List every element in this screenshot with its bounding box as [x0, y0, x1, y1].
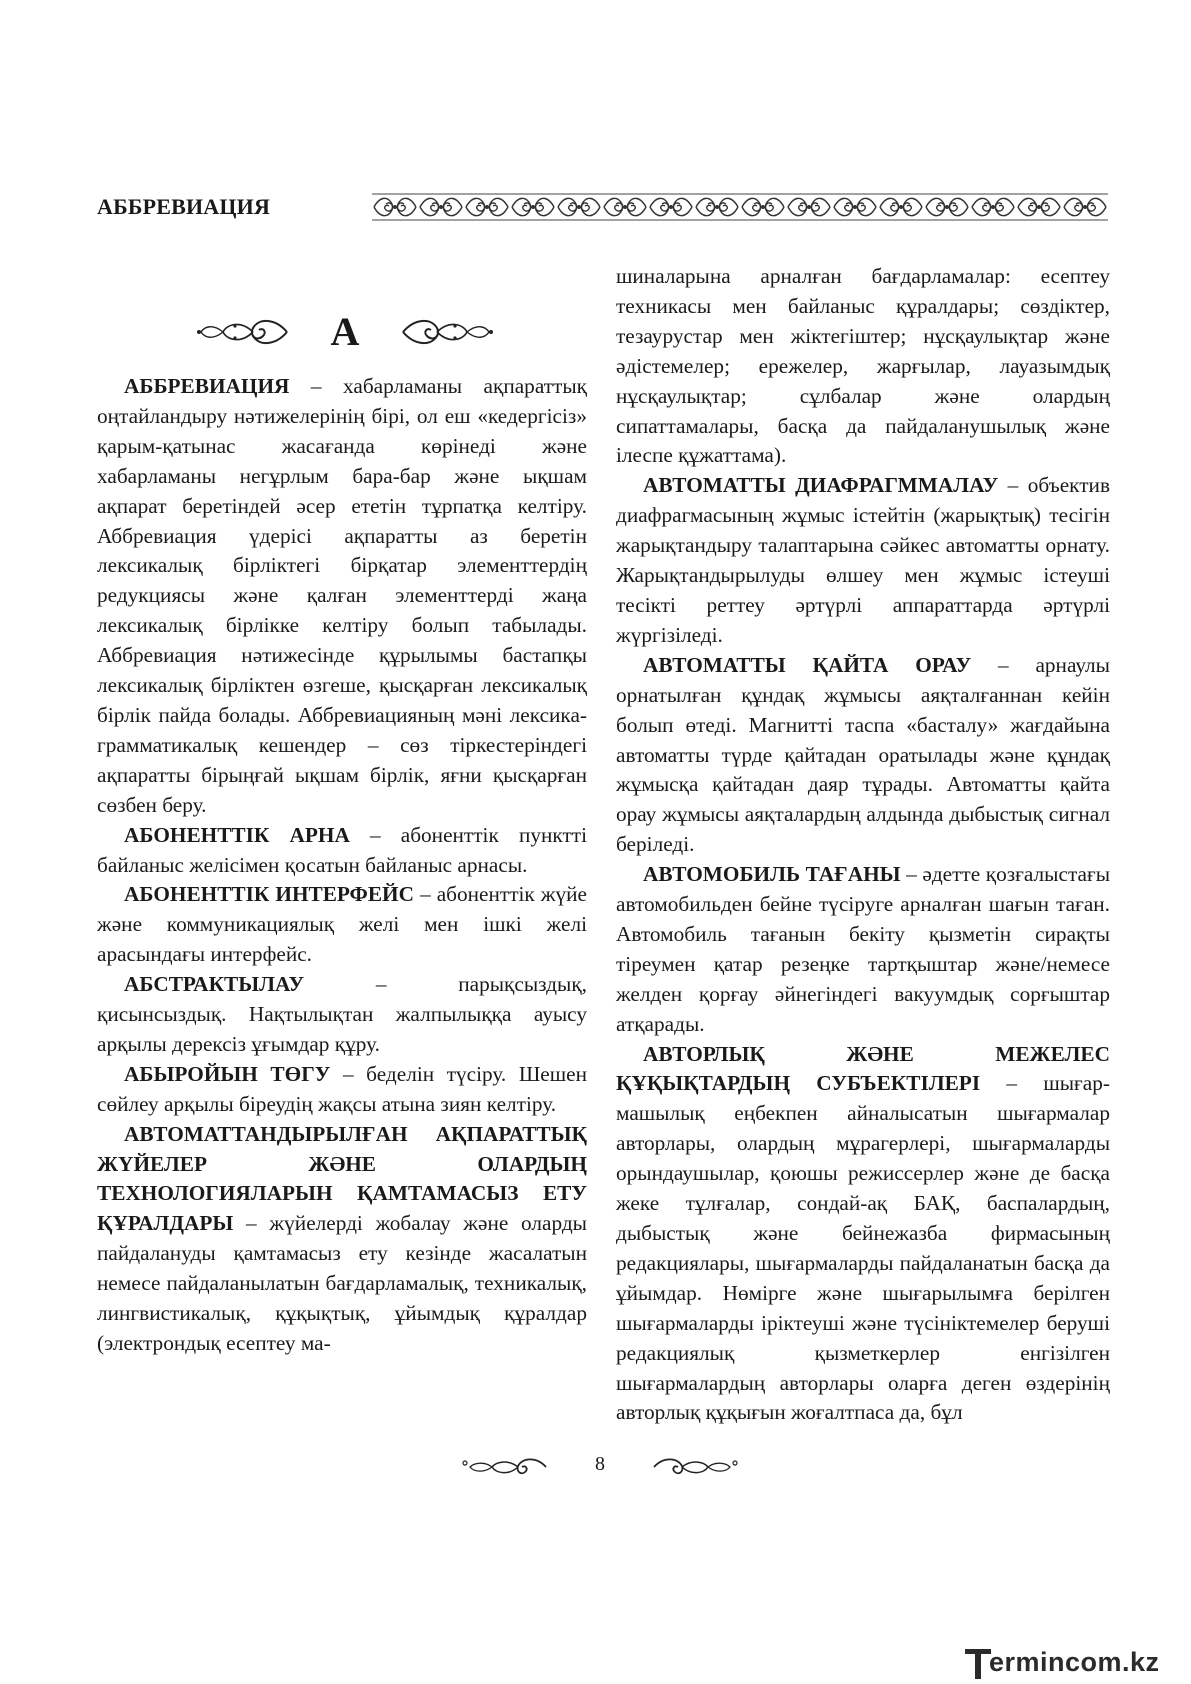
entry-term: АБЫРОЙЫН ТӨГУ	[124, 1061, 331, 1086]
entry-term: АВТОМАТТАНДЫРЫЛҒАН АҚПАРАТТЫҚ ЖҮЙЕЛЕР ЖӘНЕ ОЛАРДЫҢ ТЕХНОЛОГИЯЛАРЫН ҚАМТАМАСЫЗ ЕТУ ҚҰРАЛДАРЫ	[97, 1121, 587, 1236]
running-header	[97, 192, 1107, 222]
dictionary-entry	[97, 1120, 587, 1359]
entry-definition: – абоненттік жүйе және коммуникациялық желі мен ішкі желі арасындағы интерфейс.	[97, 882, 587, 967]
entry-definition: – арнаулы орнатылған құндақ жұмысы аяқталғаннан кейін болып өтеді. Магнитті таспа «басталу» жағдайына автоматты түрде қайтадан оратылады және құндақ жұмысқа қайтадан даяр тұрады. Автоматты қайта орау жұмысы аяқталардың алдында дыбыстық сигнал беріледі.	[616, 652, 1110, 857]
entry-term: АБСТРАКТЫЛАУ	[124, 972, 305, 997]
entry-definition: – абоненттік пунктті байланыс желісімен қосатын байланыс арнасы.	[97, 822, 587, 877]
entry-term: АВТОМАТТЫ ДИАФРАГММАЛАУ	[643, 473, 999, 498]
entry-term: АВТОМОБИЛЬ ТАҒАНЫ	[643, 862, 901, 887]
section-letter: А	[330, 309, 360, 354]
dictionary-entry	[616, 651, 1110, 860]
dictionary-entry	[97, 970, 587, 1060]
running-header-title: АББРЕВИАЦИЯ	[97, 194, 271, 219]
left-column	[97, 372, 587, 1359]
dictionary-entry	[616, 860, 1110, 1039]
entry-term: АБОНЕНТТІК ИНТЕРФЕЙС	[124, 882, 415, 907]
entry-term: АББРЕВИАЦИЯ	[124, 374, 290, 398]
watermark-logo	[965, 1645, 1185, 1681]
entry-continuation: шиналарына арналған бағдарламалар: есептеу техникасы мен байланыс құралдары; сөздіктер, тезаурустар мен жіктегіштер; нұсқаулықтар және әдістемелер; ережелер, жарғылар, лауазымдық нұсқаулықтар; сұлбалар және олардың сипаттамалары, басқа да пайдаланушылық және ілеспе құжаттама).	[616, 264, 1110, 468]
entry-definition: – объектив диафрагмасының жұмыс істейтін (жарықтық) тесігін жарықтандыру талаптарына сәйкес автоматты орнату. Жарықтандырылуды өлшеу мен жұмыс істеуші тесікті реттеу әртүрлі аппараттарда әртүрлі жүргізіледі.	[616, 473, 1110, 647]
entry-term: АВТОРЛЫҚ ЖӘНЕ МЕЖЕЛЕС ҚҰҚЫҚТАРДЫҢ СУБЪЕКТІЛЕРІ	[616, 1041, 1110, 1096]
entry-term: АБОНЕНТТІК АРНА	[124, 822, 350, 847]
entry-definition: – әдетте қозғалыстағы автомобильден бейне түсіруге арналған шағын таған. Автомобиль тағанын бекіту қызметін сирақты тіреумен қатар резеңке тартқыштар және/немесе желден қорғау әйнегіндегі вакуумдық сорғыштар атқарады.	[616, 862, 1111, 1036]
header-ornament-band	[372, 192, 1108, 222]
entry-term: АВТОМАТТЫ ҚАЙТА ОРАУ	[643, 652, 972, 677]
dictionary-entry	[616, 1040, 1110, 1429]
dictionary-entry	[97, 372, 587, 821]
right-column	[616, 262, 1110, 1428]
page-number: 8	[595, 1453, 605, 1475]
entry-definition: – беделін түсіру. Шешен сөйлеу арқылы біреудің жақсы атына зиян келтіру.	[97, 1061, 587, 1116]
dictionary-entry	[97, 1060, 587, 1120]
dictionary-entry	[97, 880, 587, 970]
footer-right-ornament-icon	[650, 1454, 740, 1480]
entry-definition: – хабарламаны ақпараттық оңтайландыру нәтижелерінің бірі, ол еш «кедергісіз» қарым-қатынас жасағанда көрінеді және хабарламаны негұрлым бара-бар және ықшам ақпарат беретіндей әсер ететін тұрпатқа келтіру. Аббревиация үдерісі ақпаратты аз беретін лексикалық бірліктегі бірқатар элементтердің редукциясы және қалған элементтерді жаңа лексикалық бірлікке келтіру болып табылады. Аббревиация нәтижесінде құрылымы бастапқы лексикалық бірліктен өзгеше, қысқарған лексикалық бірлік пайда болады. Аббревиацияның мәні лексика-грамматикалық кешендер – сөз тіркестеріндегі ақпаратты бірыңғай ықшам бірлік, яғни қысқарған сөзбен беру.	[97, 374, 587, 817]
right-ornament-icon	[400, 314, 495, 350]
entry-definition: – парықсыздық, қисынсыздық. Нақтылықтан жалпылыққа ауысу арқылы дерексіз ұғымдар құру.	[97, 972, 587, 1056]
watermark-text: ermincom.kz	[989, 1647, 1160, 1677]
footer-left-ornament-icon	[460, 1454, 550, 1480]
page-footer	[450, 1452, 750, 1482]
dictionary-entry	[97, 821, 587, 881]
left-ornament-icon	[195, 314, 290, 350]
watermark-t-icon	[965, 1649, 991, 1679]
dictionary-entry	[616, 471, 1110, 650]
entry-definition: – шығар-машылық еңбекпен айналысатын шығармалар авторлары, олардың мұрагерлері, шығармаларды орындаушылар, қоюшы режиссерлер және де басқа жеке тұлғалар, сондай-ақ БАҚ, баспалардың, дыбыстық және бейнежазба фирмасының редакциялары, шығармаларды пайдаланатын басқа да ұйымдар. Нөмірге және шығарылымға берілген шығармаларды іріктеуші және түсініктемелер беруші редакциялық қызметкерлер енгізілген шығармалардың авторлары оларға деген өздерінің авторлық құқығын жоғалтпаса да, бұл	[616, 1071, 1110, 1425]
section-letter-heading	[195, 306, 495, 358]
entry-definition: – жүйелерді жобалау және оларды пайдалануды қамтамасыз ету кезінде жасалатын немесе пайдаланылатын бағдарламалық, техникалық, лингвистикалық, құқықтық, ұйымдық құралдар (электрондық есептеу ма-	[97, 1211, 587, 1355]
